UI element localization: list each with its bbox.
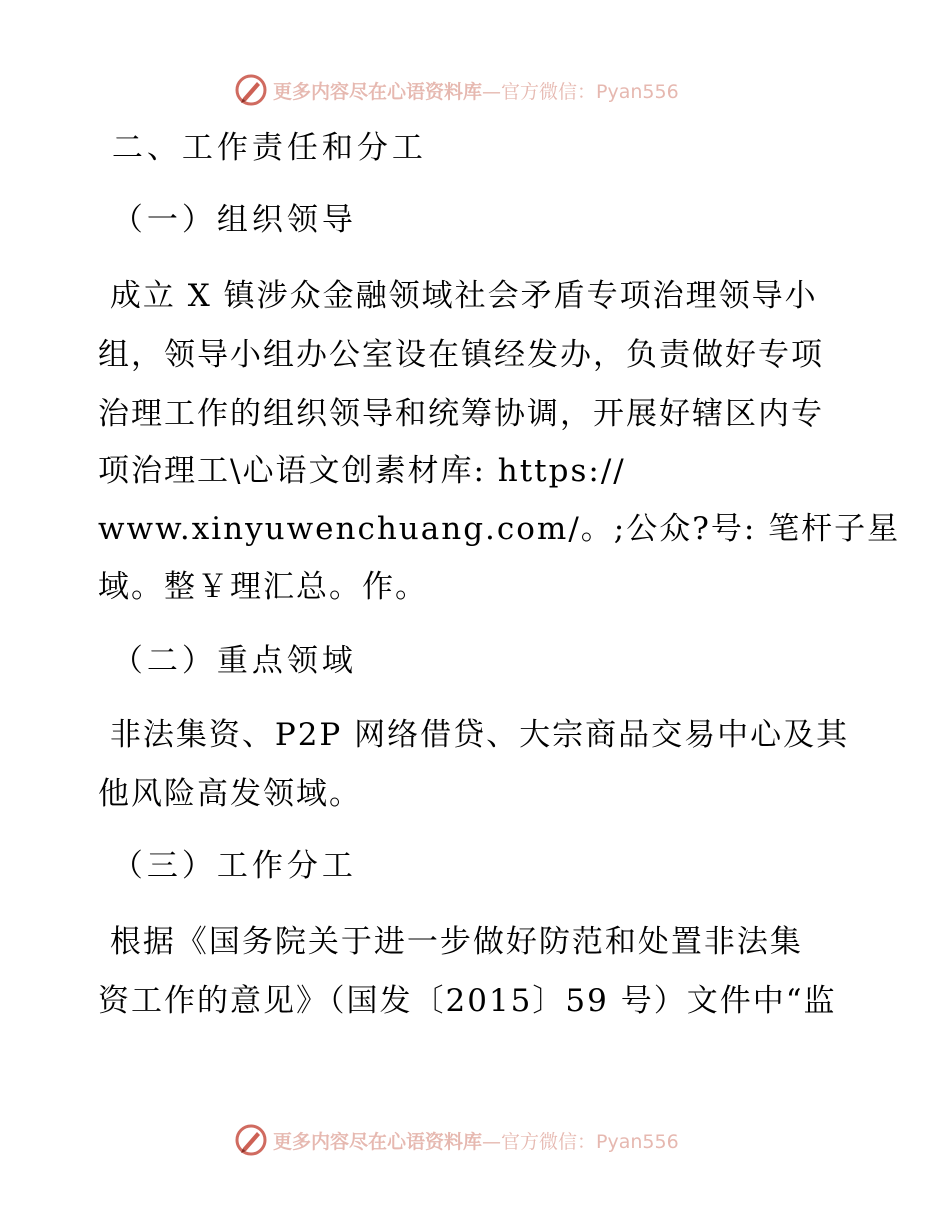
paragraph-line: 成立 X 镇涉众金融领域社会矛盾专项治理领导小 [98,278,818,314]
paragraph-line: www.xinyuwenchuang.com/。;公众?号: 笔杆子星 [98,511,901,547]
paragraph-line: 根据《国务院关于进一步做好防范和处置非法集 [98,924,803,960]
paragraph-line: 非法集资、P2P 网络借贷、大宗商品交易中心及其 [98,717,850,753]
paragraph-line: 组，领导小组办公室设在镇经发办，负责做好专项 [98,337,824,373]
watermark-contact-text: —官方微信：Pyan556 [482,1130,679,1153]
footer-watermark [233,1120,679,1160]
subheading-organization: （一）组织领导 [98,202,357,238]
paragraph-line: 资工作的意见》（国发〔2015〕59 号）文件中“监 [98,983,837,1019]
header-watermark [233,70,679,110]
watermark-contact-text: —官方微信：Pyan556 [482,80,679,103]
paragraph-line: 他风险高发领域。 [98,776,362,812]
subheading-division-of-work: （三）工作分工 [98,848,357,884]
section-heading: 二、工作责任和分工 [98,130,427,166]
red-pen-seal-icon [233,72,269,108]
watermark-main-text: 更多内容尽在心语资料库 [273,1130,483,1153]
paragraph-line: 治理工作的组织领导和统筹协调，开展好辖区内专 [98,396,824,432]
subheading-key-areas: （二）重点领域 [98,643,357,679]
paragraph-line: 项治理工\心语文创素材库: https:// [98,453,626,489]
watermark-main-text: 更多内容尽在心语资料库 [273,80,483,103]
paragraph-line: 域。整￥理汇总。作。 [98,569,428,605]
red-pen-seal-icon [233,1122,269,1158]
